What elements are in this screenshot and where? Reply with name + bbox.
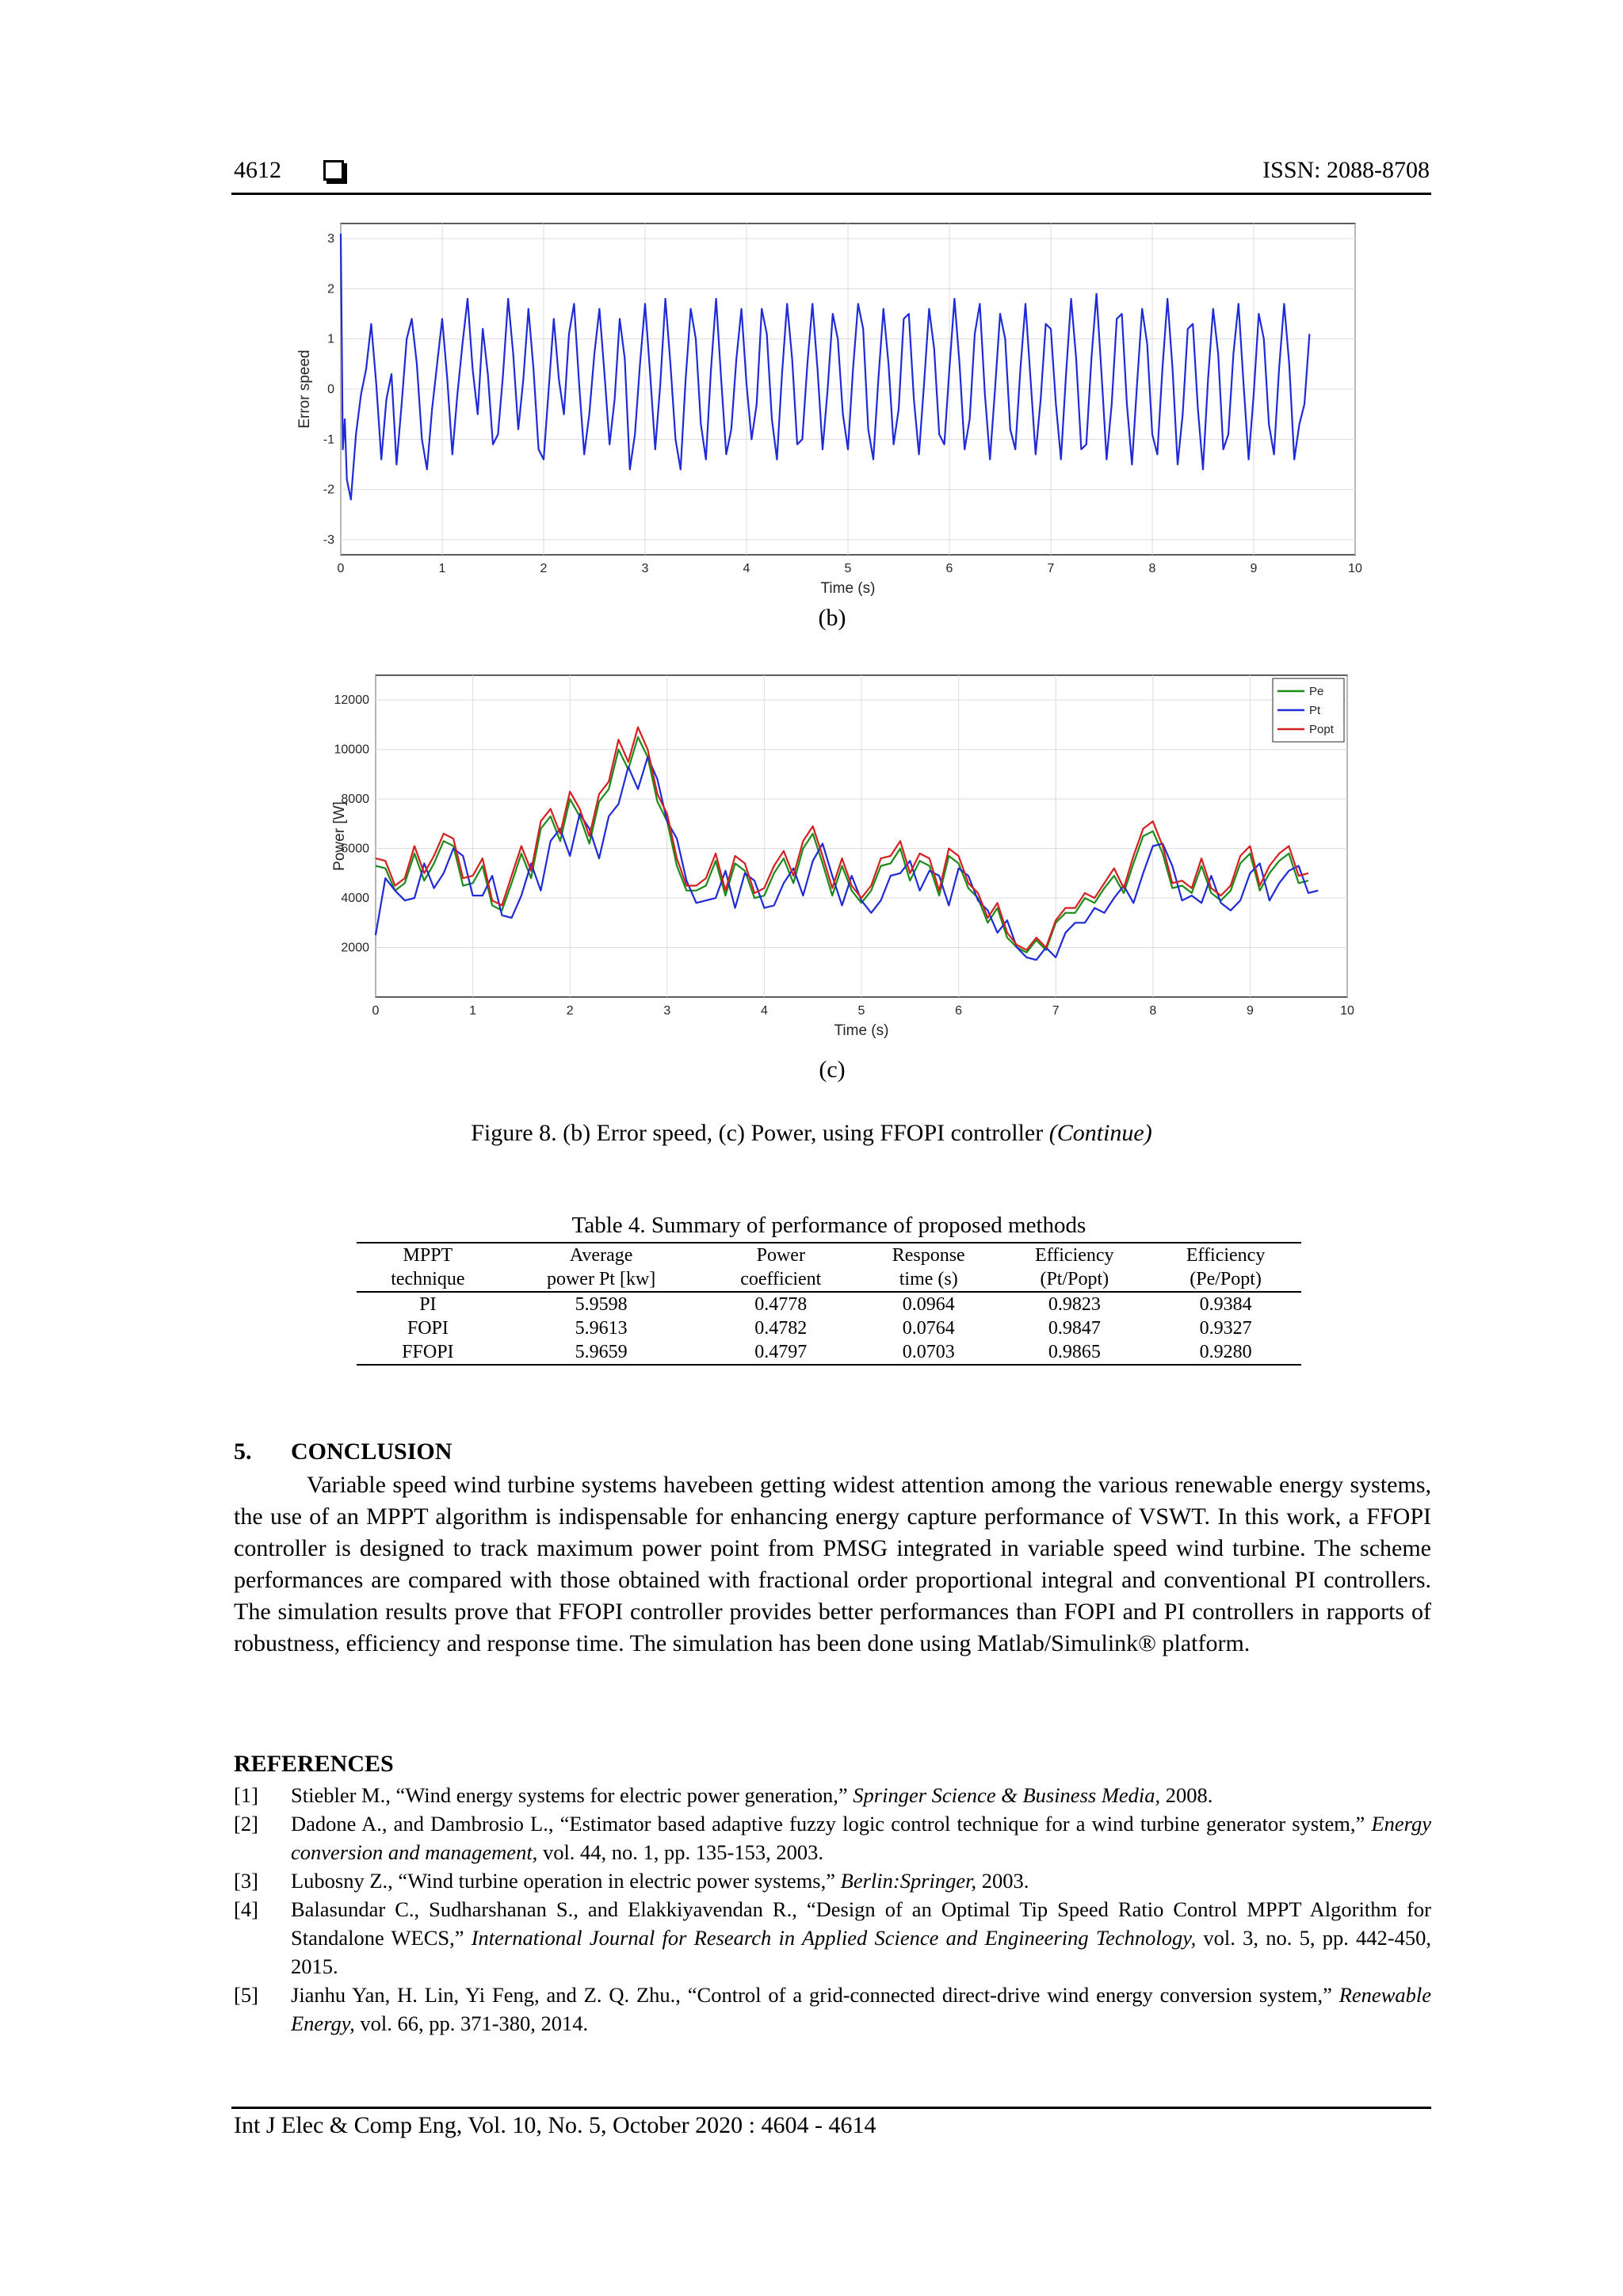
x-tick-label: 6	[945, 562, 953, 575]
table-cell: FOPI	[407, 1318, 449, 1339]
x-tick-label: 2	[566, 1004, 574, 1018]
x-axis-label: Time (s)	[834, 1022, 889, 1039]
col-header: time (s)	[858, 1267, 999, 1292]
footer-rule	[231, 2107, 1431, 2109]
y-tick-label: 4000	[341, 892, 369, 906]
x-tick-label: 9	[1250, 562, 1258, 575]
table-cell: 0.0964	[902, 1294, 955, 1315]
x-tick-label: 10	[1348, 562, 1362, 575]
table-cell: 0.9865	[999, 1340, 1150, 1365]
x-tick-label: 4	[743, 562, 750, 575]
subfigure-c-label: (c)	[819, 1056, 846, 1083]
x-tick-label: 5	[844, 562, 852, 575]
y-tick-label: 6000	[341, 842, 369, 856]
power-chart	[293, 666, 1371, 1062]
x-tick-label: 5	[857, 1004, 865, 1018]
legend-label: Popt	[1309, 723, 1334, 736]
x-tick-label: 7	[1047, 562, 1055, 575]
footer-citation: Int J Elec & Comp Eng, Vol. 10, No. 5, October 2020 : 4604 - 4614	[234, 2112, 876, 2138]
conclusion-paragraph: Variable speed wind turbine systems havebeen getting widest attention among the various renewable energy systems, the use of an MPPT algorithm is indispensable for enhancing energy capture performance of VSWT. In this work, a FFOPI controller is designed to track maximum power point from PMSG integrated in variable speed wind turbine. The scheme performances are compared with those obtained with fractional order proportional integral and conventional PI controllers. The simulation results prove that FFOPI controller provides better performances than FOPI and PI controllers in rapports of robustness, efficiency and response time. The simulation has been done using Matlab/Simulink® platform.	[234, 1472, 1431, 1656]
performance-table	[357, 1242, 1301, 1366]
x-tick-label: 9	[1246, 1004, 1254, 1018]
x-tick-label: 8	[1149, 1004, 1157, 1018]
x-tick-label: 0	[337, 562, 345, 575]
table-header-row	[357, 1267, 1301, 1292]
error-speed-chart	[293, 214, 1371, 610]
col-header: power Pt [kw]	[499, 1267, 704, 1292]
x-tick-label: 2	[540, 562, 548, 575]
table-row	[357, 1316, 1301, 1340]
col-header: MPPT	[357, 1243, 499, 1267]
y-tick-label: 3	[327, 232, 334, 246]
table-header-row	[357, 1243, 1301, 1267]
legend-label: Pt	[1309, 704, 1321, 717]
table-cell: FFOPI	[357, 1340, 499, 1365]
x-tick-label: 0	[372, 1004, 380, 1018]
col-header: (Pt/Popt)	[999, 1267, 1150, 1292]
page-number: 4612	[234, 157, 281, 183]
table-cell: 0.0703	[858, 1340, 999, 1365]
subfigure-b-label: (b)	[818, 605, 846, 631]
x-tick-label: 10	[1340, 1004, 1354, 1018]
x-axis-label: Time (s)	[820, 580, 876, 597]
table-cell: PI	[419, 1294, 437, 1315]
y-tick-label: 12000	[334, 693, 369, 708]
y-tick-label: 2000	[341, 941, 369, 955]
y-tick-label: -1	[323, 433, 334, 447]
x-tick-label: 1	[438, 562, 446, 575]
table-cell: 5.9598	[575, 1294, 628, 1315]
table-cell: 0.9327	[1199, 1318, 1252, 1339]
col-header: technique	[357, 1267, 499, 1292]
box-icon	[323, 160, 344, 181]
table-cell: 0.4778	[754, 1294, 808, 1315]
table-row	[357, 1340, 1301, 1365]
y-tick-label: 2	[327, 282, 334, 296]
reference-list	[234, 1781, 1431, 2038]
reference-item: [3] Lubosny Z., “Wind turbine operation in electric power systems,” Berlin:Springer, 2003.	[234, 1869, 1029, 1893]
section-heading: 5. CONCLUSION	[234, 1438, 453, 1465]
x-tick-label: 3	[641, 562, 649, 575]
reference-item: [2] Dadone A., and Dambrosio L., “Estimator based adaptive fuzzy logic control technique for a wind turbine generator system,” Energy conversion and management, vol. 44, no. 1, pp. 135-153, 2003.	[234, 1812, 1431, 1864]
table-cell: 0.4797	[704, 1340, 858, 1365]
y-axis-label: Power [W]	[331, 801, 348, 871]
table-cell: 0.0764	[902, 1318, 955, 1339]
y-axis-label: Error speed	[296, 350, 313, 429]
table-cell: 0.4782	[754, 1318, 808, 1339]
x-tick-label: 8	[1148, 562, 1156, 575]
legend-label: Pe	[1309, 685, 1324, 698]
x-tick-label: 6	[955, 1004, 963, 1018]
reference-item: [5] Jianhu Yan, H. Lin, Yi Feng, and Z. Q. Zhu., “Control of a grid-connected direct-drive wind energy conversion system,” Renewable Energy, vol. 66, pp. 371-380, 2014.	[234, 1983, 1431, 2035]
x-tick-label: 3	[663, 1004, 671, 1018]
y-tick-label: 0	[327, 383, 334, 396]
col-header: Response	[858, 1243, 999, 1267]
table-cell: 0.9847	[1048, 1318, 1101, 1339]
y-tick-label: -3	[323, 533, 334, 547]
y-tick-label: 10000	[334, 743, 369, 757]
references-heading: REFERENCES	[234, 1751, 394, 1777]
col-header: Efficiency	[1150, 1243, 1301, 1267]
table-cell: 0.9384	[1199, 1294, 1252, 1315]
table-cell: 5.9659	[499, 1340, 704, 1365]
reference-item: [1] Stiebler M., “Wind energy systems for electric power generation,” Springer Science & Business Media, 2008.	[234, 1783, 1213, 1807]
x-tick-label: 7	[1052, 1004, 1060, 1018]
x-tick-label: 1	[469, 1004, 477, 1018]
x-tick-label: 4	[760, 1004, 768, 1018]
col-header: coefficient	[704, 1267, 858, 1292]
col-header: Average	[499, 1243, 704, 1267]
reference-item: [4] Balasundar C., Sudharshanan S., and Elakkiyavendan R., “Design of an Optimal Tip Speed Ratio Control MPPT Algorithm for Standalone WECS,” International Journal for Research in Applied Science and Engineering Technology, vol. 3, no. 5, pp. 442-450, 2015.	[234, 1897, 1432, 1978]
table-cell: 0.9823	[1048, 1294, 1101, 1315]
table-row	[357, 1292, 1301, 1316]
y-tick-label: 8000	[341, 793, 369, 807]
issn: ISSN: 2088-8708	[1262, 157, 1430, 183]
table-caption: Table 4. Summary of performance of proposed methods	[571, 1213, 1086, 1238]
table-cell: 5.9613	[575, 1318, 628, 1339]
table-cell: 0.9280	[1150, 1340, 1301, 1365]
y-tick-label: 1	[327, 332, 334, 346]
col-header: Efficiency	[999, 1243, 1150, 1267]
figure-caption: Figure 8. (b) Error speed, (c) Power, using FFOPI controller (Continue)	[471, 1120, 1152, 1146]
header-rule	[231, 193, 1431, 195]
col-header: Power	[704, 1243, 858, 1267]
y-tick-label: -2	[323, 483, 334, 497]
col-header: (Pe/Popt)	[1150, 1267, 1301, 1292]
